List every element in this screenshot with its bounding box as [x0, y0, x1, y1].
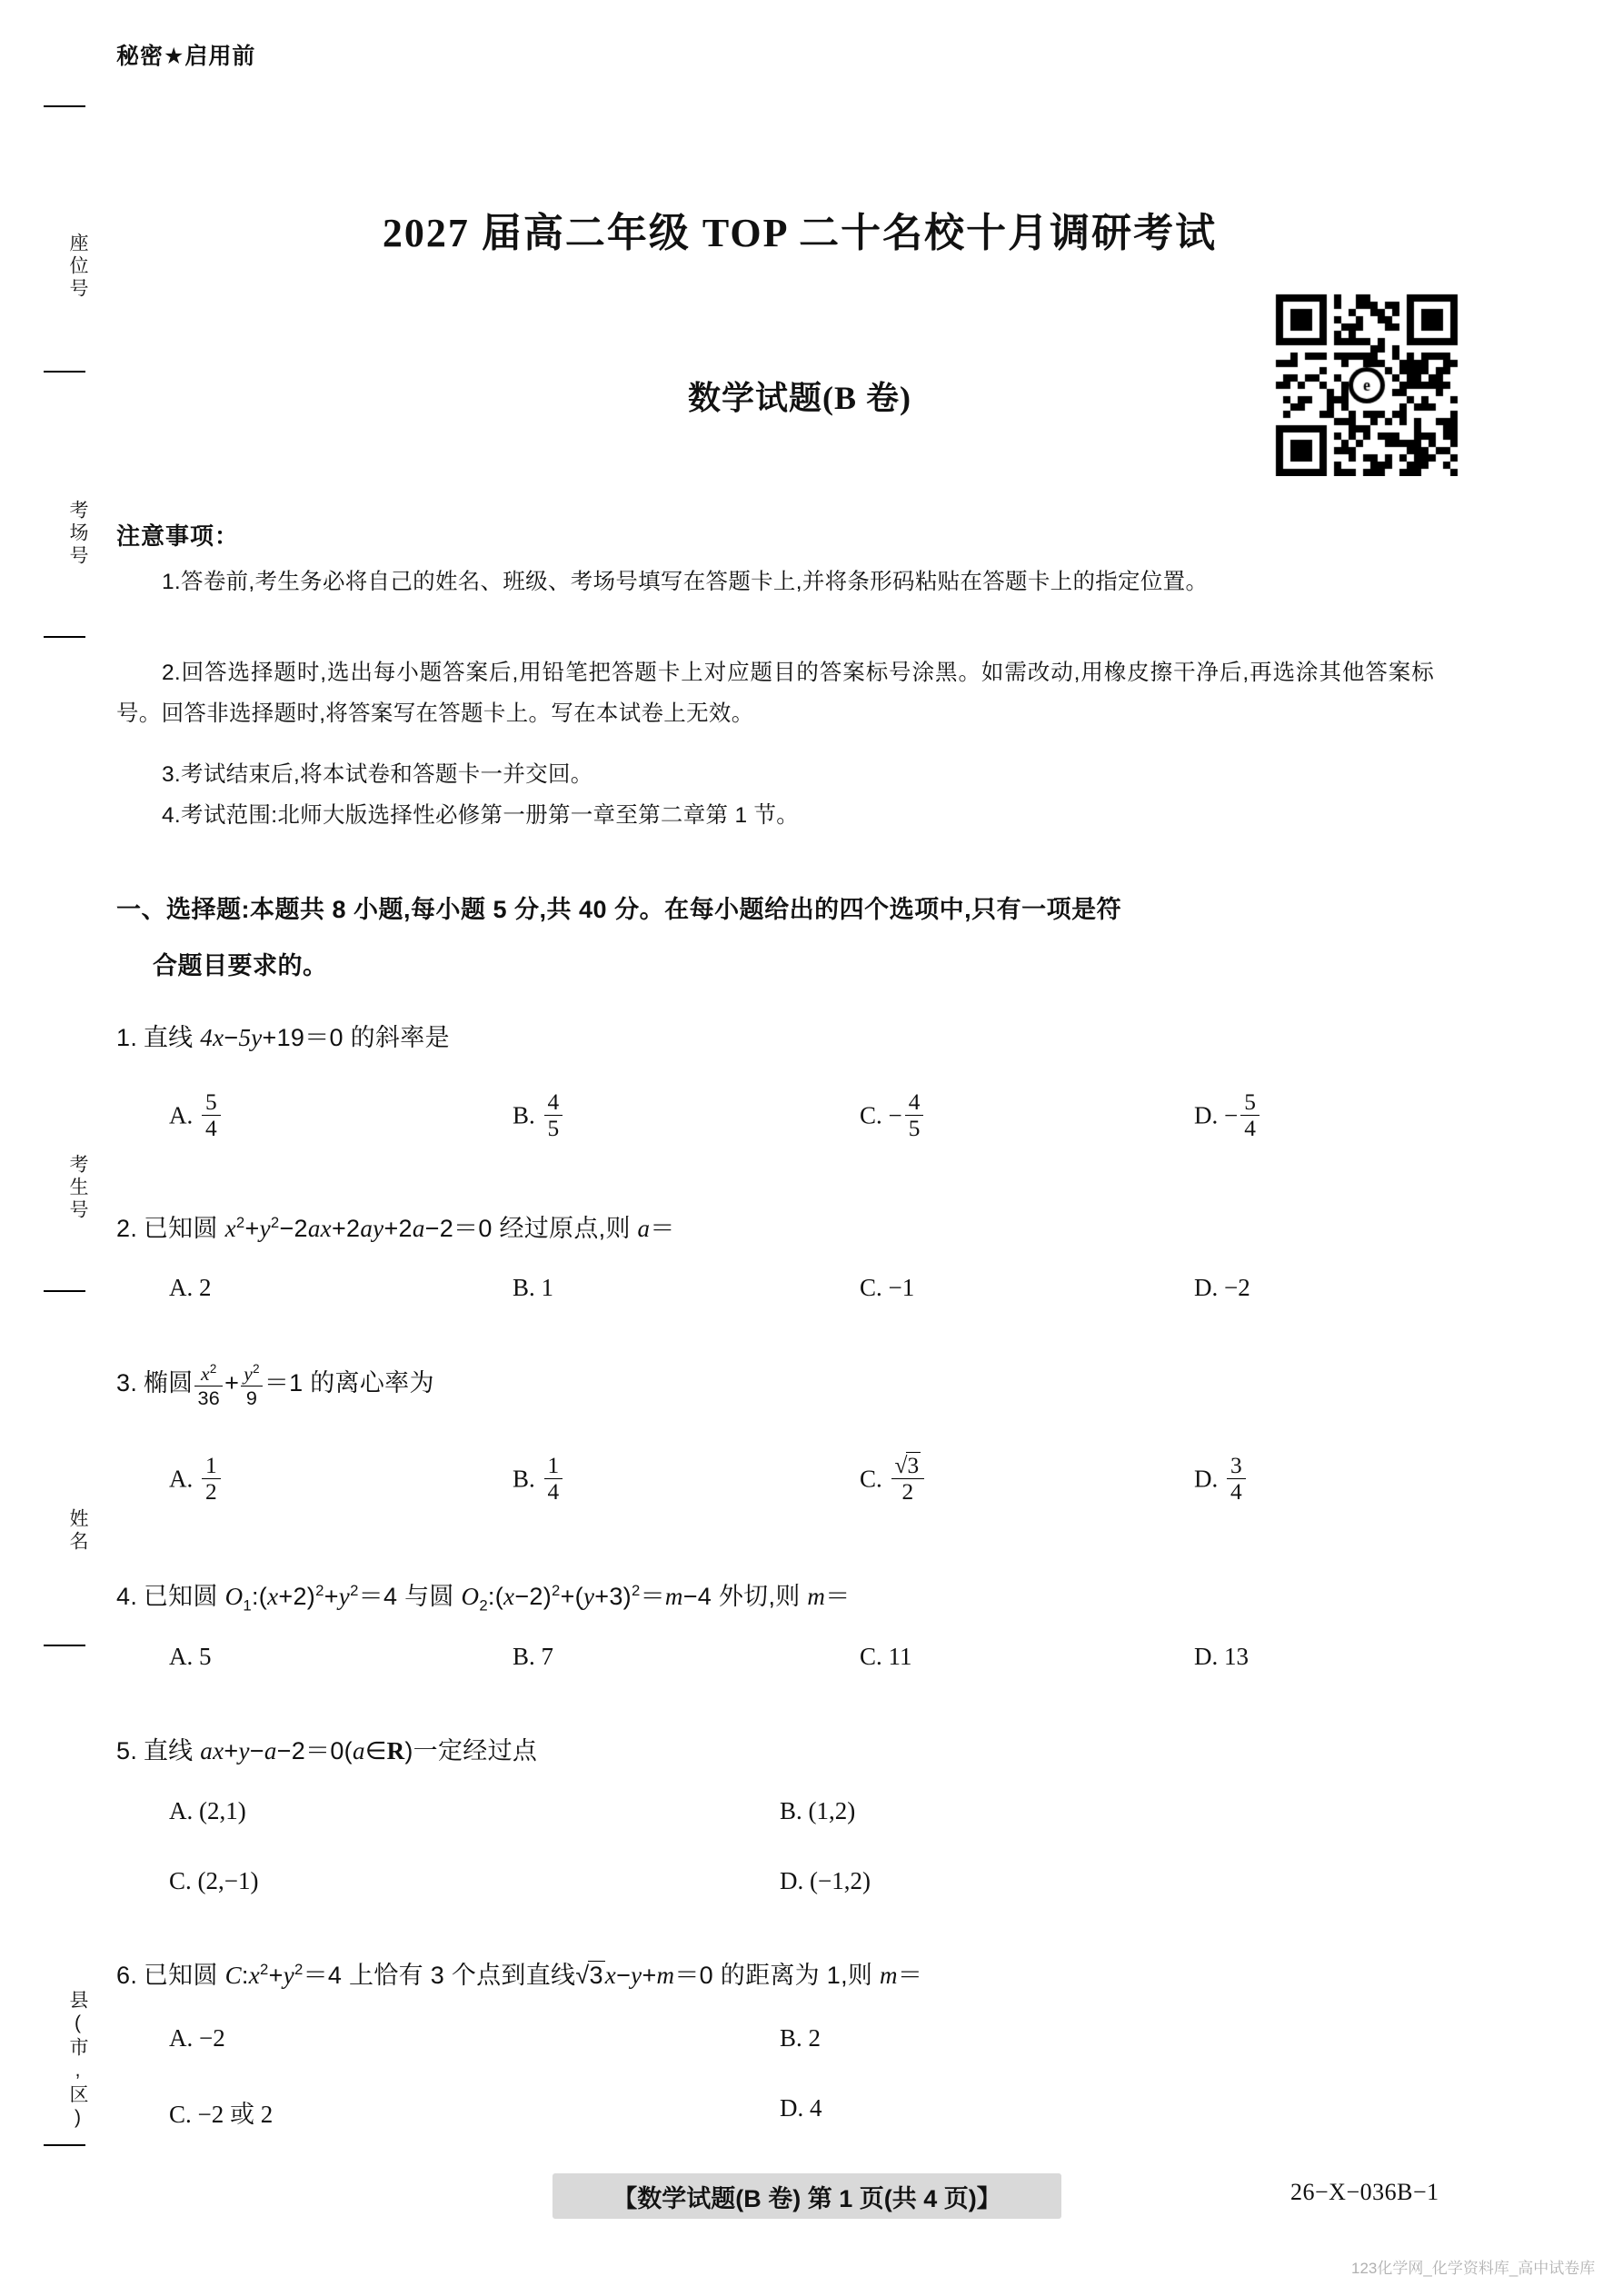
option-5-B[interactable]: B. (1,2) — [780, 1797, 856, 1824]
footer-page-label: 【数学试题(B 卷) 第 1 页(共 4 页)】 — [612, 2185, 1001, 2212]
sidebar-item-room-no: 考场号 — [67, 500, 88, 568]
option-1-A[interactable]: A. $\frac{5}{4}$ — [169, 1090, 224, 1143]
watermark-text: 123化学网_化学资料库_高中试卷库 — [1351, 2260, 1596, 2277]
question-4-number: 4. — [116, 1583, 138, 1610]
option-3-A[interactable]: A. $\frac{1}{2}$ — [169, 1454, 224, 1506]
notice-text-2: 2.回答选择题时,选出每小题答案后,用铅笔把答题卡上对应题目的答案标号涂黑。如需改动,用橡皮擦干净后,再选涂其他答案标号。回答非选择题时,将答案写在答题卡上。写在本试卷上无效。 — [116, 661, 1434, 726]
qr-code-icon — [1265, 293, 1469, 476]
option-4-B[interactable]: B. 7 — [513, 1643, 554, 1670]
question-5-number: 5. — [116, 1737, 138, 1764]
option-2-B[interactable]: B. 1 — [513, 1274, 554, 1301]
sidebar-item-county: 县(市,区) — [67, 1990, 88, 2132]
notice-text-1: 1.答卷前,考生务必将自己的姓名、班级、考场号填写在答题卡上,并将条形码粘贴在答题卡上的指定位置。 — [162, 570, 1209, 594]
question-3-number: 3. — [116, 1369, 138, 1397]
footer-code: 26−X−036B−1 — [1290, 2179, 1439, 2205]
question-3-text: 椭圆 $\frac{x^2}{36}$ + $\frac{y^2}{9}$ ＝1 的离心率为 — [143, 1362, 434, 1409]
question-4-stem — [116, 1576, 1452, 1615]
option-3-D[interactable]: D. $\frac{3}{4}$ — [1194, 1454, 1249, 1506]
section-heading-line2: 合题目要求的。 — [153, 952, 328, 979]
sidebar-item-name: 姓名 — [67, 1508, 88, 1554]
option-2-A[interactable]: A. 2 — [169, 1274, 212, 1301]
notice-heading: 注意事项： — [116, 522, 240, 550]
option-6-D[interactable]: D. 4 — [780, 2094, 822, 2122]
notice-item-3 — [116, 754, 1434, 795]
section-heading — [116, 881, 1443, 994]
option-1-C[interactable]: C. − $\frac{4}{5}$ — [860, 1090, 926, 1143]
sidebar-item-seat-no: 座位号 — [67, 233, 88, 301]
sidebar-item-student-no: 考生号 — [67, 1154, 88, 1222]
question-3-stem — [116, 1363, 1452, 1410]
question-6-number: 6. — [116, 1962, 138, 1989]
option-2-D[interactable]: D. −2 — [1194, 1274, 1250, 1301]
option-5-C[interactable]: C. (2,−1) — [169, 1867, 259, 1894]
page-subtitle: 数学试题(B 卷) — [688, 380, 911, 416]
question-1-stem — [116, 1018, 1452, 1053]
question-4-text: 已知圆 $O_1:(x+2)^2+y^2=4$ 与圆 $O_2:(x-2)^2+(y+3)^2=m-4$ 外切,则 m＝ — [143, 1582, 851, 1615]
option-3-C[interactable]: C. $\frac{√3}{2}$ — [860, 1454, 927, 1506]
question-6-stem — [116, 1955, 1452, 1991]
option-1-B[interactable]: B. $\frac{4}{5}$ — [513, 1090, 565, 1143]
notice-item-1 — [116, 562, 1434, 602]
option-6-B[interactable]: B. 2 — [780, 2024, 821, 2052]
question-1-text: 直线 4x−5y+19＝0 的斜率是 — [143, 1024, 450, 1051]
option-1-D[interactable]: D. − $\frac{5}{4}$ — [1194, 1090, 1262, 1143]
secret-label: 秘密★启用前 — [116, 44, 256, 69]
option-5-A[interactable]: A. (2,1) — [169, 1797, 246, 1824]
question-2-text: 已知圆 $x^2+y^2-2ax+2ay+2a-2=0$ 经过原点,则 a＝ — [143, 1214, 675, 1242]
page-title: 2027 届高二年级 TOP 二十名校十月调研考试 — [382, 211, 1218, 255]
option-4-A[interactable]: A. 5 — [169, 1643, 212, 1670]
option-5-D[interactable]: D. (−1,2) — [780, 1867, 871, 1894]
option-4-C[interactable]: C. 11 — [860, 1643, 912, 1670]
notice-item-4 — [116, 795, 1434, 836]
notice-text-3: 3.考试结束后,将本试卷和答题卡一并交回。 — [162, 762, 593, 787]
section-heading-line1: 一、选择题:本题共 8 小题,每小题 5 分,共 40 分。在每小题给出的四个选项中,只有一项是符 — [116, 896, 1122, 923]
left-margin-labels — [36, 55, 91, 2217]
notice-text-4: 4.考试范围:北师大版选择性必修第一册第一章至第二章第 1 节。 — [162, 803, 800, 828]
question-1-number: 1. — [116, 1024, 138, 1051]
option-2-C[interactable]: C. −1 — [860, 1274, 915, 1301]
question-5-text: 直线 ax+y−a−2＝0(a∈R)一定经过点 — [143, 1737, 538, 1764]
option-6-C[interactable]: C. −2 或 2 — [169, 2101, 274, 2128]
option-6-A[interactable]: A. −2 — [169, 2024, 225, 2052]
question-6-text: 已知圆 $C:x^2+y^2=4$ 上恰有 3 个点到直线√3x−y+m＝0 的距离为 1,则 m＝ — [143, 1961, 923, 1989]
notice-item-2 — [116, 652, 1434, 734]
option-3-B[interactable]: B. $\frac{1}{4}$ — [513, 1454, 565, 1506]
question-5-stem — [116, 1731, 1452, 1766]
question-2-number: 2. — [116, 1215, 138, 1242]
option-4-D[interactable]: D. 13 — [1194, 1643, 1249, 1670]
question-2-stem — [116, 1208, 1452, 1244]
